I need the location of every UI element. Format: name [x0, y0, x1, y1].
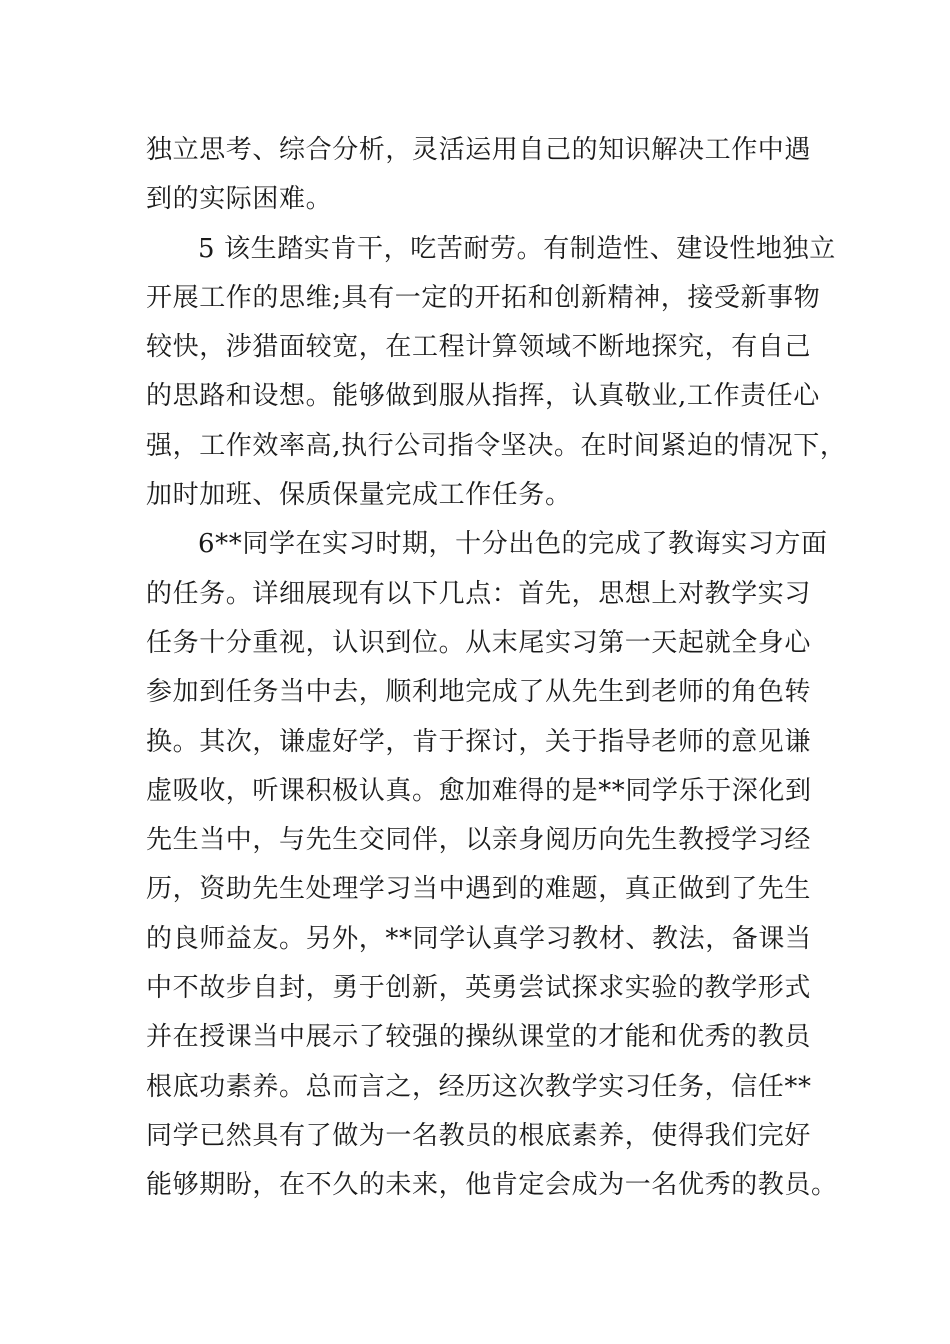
text-line-4: 开展工作的思维;具有一定的开拓和创新精神，接受新事物	[146, 282, 821, 313]
text-line-17: 的良师益友。另外，**同学认真学习教材、教法，备课当	[146, 923, 812, 954]
document-body	[146, 126, 847, 1211]
text-line-13: 换。其次，谦虚好学，肯于探讨，关于指导老师的意见谦	[146, 726, 812, 757]
text-line-2: 到的实际困难。	[146, 184, 333, 215]
text-line-3: 5 该生踏实肯干，吃苦耐劳。有制造性、建设性地独立	[198, 233, 836, 264]
text-line-11: 任务十分重视，认识到位。从末尾实习第一天起就全身心	[146, 627, 812, 658]
text-line-5: 较快，涉猎面较宽，在工程计算领域不断地探究，有自己	[146, 332, 812, 363]
text-line-9: 6**同学在实习时期，十分出色的完成了教诲实习方面	[198, 529, 828, 560]
text-line-16: 历，资助先生处理学习当中遇到的难题，真正做到了先生	[146, 874, 812, 905]
text-line-21: 同学已然具有了做为一名教员的根底素养，使得我们完好	[146, 1120, 812, 1151]
text-line-19: 并在授课当中展示了较强的操纵课堂的才能和优秀的教员	[146, 1022, 812, 1053]
text-line-18: 中不故步自封，勇于创新，英勇尝试探求实验的教学形式	[146, 973, 812, 1004]
text-line-7: 强，工作效率高,执行公司指令坚决。在时间紧迫的情况下，	[146, 430, 847, 461]
text-line-15: 先生当中，与先生交同伴，以亲身阅历向先生教授学习经	[146, 825, 812, 856]
text-line-6: 的思路和设想。能够做到服从指挥，认真敬业,工作责任心	[146, 381, 820, 412]
text-line-14: 虚吸收，听课积极认真。愈加难得的是**同学乐于深化到	[146, 775, 812, 806]
text-line-10: 的任务。详细展现有以下几点：首先，思想上对教学实习	[146, 578, 812, 609]
text-line-1: 独立思考、综合分析，灵活运用自己的知识解决工作中遇	[146, 135, 812, 165]
text-line-12: 参加到任务当中去，顺利地完成了从先生到老师的角色转	[146, 677, 812, 708]
text-line-22: 能够期盼，在不久的未来，他肯定会成为一名优秀的教员。	[146, 1170, 838, 1201]
text-line-20: 根底功素养。总而言之，经历这次教学实习任务，信任**	[146, 1071, 812, 1102]
text-line-8: 加时加班、保质保量完成工作任务。	[146, 480, 572, 511]
